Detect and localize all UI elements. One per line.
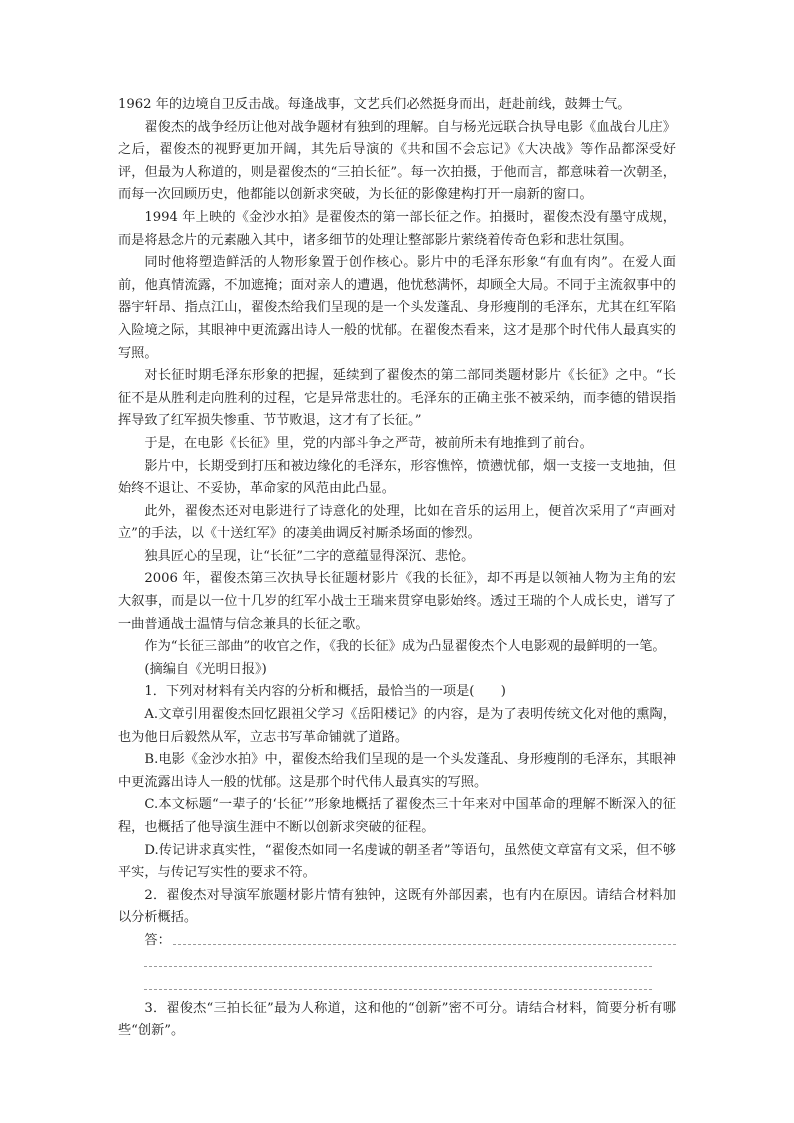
paragraph-my-long-march: 2006 年，翟俊杰第三次执导长征题材影片《我的长征》，却不再是以领袖人物为主角的宏大叙事，而是以一位十几岁的红军小战士王瑞来贯穿电影始终。透过王瑞的个人成长史，谱写了一曲普通战士温情与信念兼具的长征之歌。: [118, 571, 676, 632]
document-page: [118, 94, 676, 1043]
question-1-option-c: C.本文标题“一辈子的‘长征’”形象地概括了翟俊杰三十年来对中国革命的理解不断深入的征程，也概括了他导演生涯中不断以创新求突破的征程。: [118, 797, 676, 835]
paragraph-long-march-film: 对长征时期毛泽东形象的把握，延续到了翟俊杰的第二部同类题材影片《长征》之中。“长征不是从胜利走向胜利的过程，它是异常悲壮的。毛泽东的正确主张不被采纳，而李德的错误指挥导致了红军损失惨重、节节败退，这才有了长征。”: [118, 368, 676, 429]
paragraph-internal-struggle: 于是，在电影《长征》里，党的内部斗争之严苛，被前所未有地推到了前台。: [144, 435, 593, 451]
answer-line-2[interactable]: [118, 953, 676, 976]
answer-dotted-line: [144, 989, 652, 990]
paragraph-intro: 1962 年的边境自卫反击战。每逢战事，文艺兵们必然挺身而出，赶赴前线，鼓舞士气。: [118, 97, 631, 112]
question-1-option-a: A.文章引用翟俊杰回忆跟祖父学习《岳阳楼记》的内容，是为了表明传统文化对他的熏陶，也为他日后毅然从军，立志书写革命铺就了道路。: [118, 707, 676, 745]
paragraph-war-experience: 翟俊杰的战争经历让他对战争题材有独到的理解。自与杨光远联合执导电影《血战台儿庄》之后，翟俊杰的视野更加开阔，其先后导演的《共和国不会忘记》《大决战》等作品都深受好评，但最为人称道的，则是翟俊杰的“三拍长征”。每一次拍摄，于他而言，都意味着一次朝圣，而每一次回顾历史，他都能以创新求突破，为长征的影像建构打开一扇新的窗口。: [118, 119, 676, 203]
paragraph-jinsha-shuipai: 1994 年上映的《金沙水拍》是翟俊杰的第一部长征之作。拍摄时，翟俊杰没有墨守成规，而是将悬念片的元素融入其中，诸多细节的处理让整部影片萦绕着传奇色彩和悲壮氛围。: [118, 209, 676, 248]
answer-dotted-line: [144, 966, 652, 967]
paragraph-mao-portrayal: 影片中，长期受到打压和被边缘化的毛泽东，形容憔悴，愤懑忧郁，烟一支接一支地抽，但始终不退让、不妥协，革命家的风范由此凸显。: [118, 458, 676, 497]
paragraph-ingenuity: 独具匠心的呈现，让“长征”二字的意蕴显得深沉、悲怆。: [144, 548, 475, 564]
answer-line-3[interactable]: [118, 975, 676, 998]
answer-label: 答：: [144, 932, 171, 948]
question-1: 1．下列对材料有关内容的分析和概括，最恰当的一项是( ): [144, 684, 506, 700]
answer-line-1[interactable]: [118, 930, 676, 953]
source-citation: (摘编自《光明日报》): [144, 661, 267, 677]
paragraph-trilogy-finale: 作为“长征三部曲”的收官之作，《我的长征》成为凸显翟俊杰个人电影观的最鲜明的一笔。: [144, 639, 666, 655]
question-1-option-d: D.传记讲求真实性，“翟俊杰如同一名虔诚的朝圣者”等语句，虽然使文章富有文采，但不够平实，与传记写实性的要求不符。: [118, 842, 676, 881]
paragraph-poetic-treatment: 此外，翟俊杰还对电影进行了诗意化的处理，比如在音乐的运用上，便首次采用了“声画对立”的手法，以《十送红军》的凄美曲调反衬厮杀场面的惨烈。: [118, 503, 676, 542]
paragraph-character: 同时他将塑造鲜活的人物形象置于创作核心。影片中的毛泽东形象“有血有肉”。在爱人面前，他真情流露，不加遮掩；面对亲人的遭遇，他忧愁满怀，却顾全大局。不同于主流叙事中的器宇轩昂、指点江山，翟俊杰给我们呈现的是一个头发蓬乱、身形瘦削的毛泽东，尤其在红军陷入险境之际，其眼神中更流露出诗人一般的忧郁。在翟俊杰看来，这才是那个时代伟人最真实的写照。: [118, 255, 676, 361]
question-3: 3．翟俊杰“三拍长征”最为人称道，这和他的“创新”密不可分。请结合材料，简要分析有哪些“创新”。: [118, 1000, 676, 1039]
question-1-option-b: B.电影《金沙水拍》中，翟俊杰给我们呈现的是一个头发蓬乱、身形瘦削的毛泽东，其眼神中更流露出诗人一般的忧郁。这是那个时代伟人最真实的写照。: [118, 752, 676, 790]
question-2: 2．翟俊杰对导演军旅题材影片情有独钟，这既有外部因素，也有内在原因。请结合材料加以分析概括。: [118, 887, 676, 926]
answer-dotted-line: [173, 944, 676, 945]
